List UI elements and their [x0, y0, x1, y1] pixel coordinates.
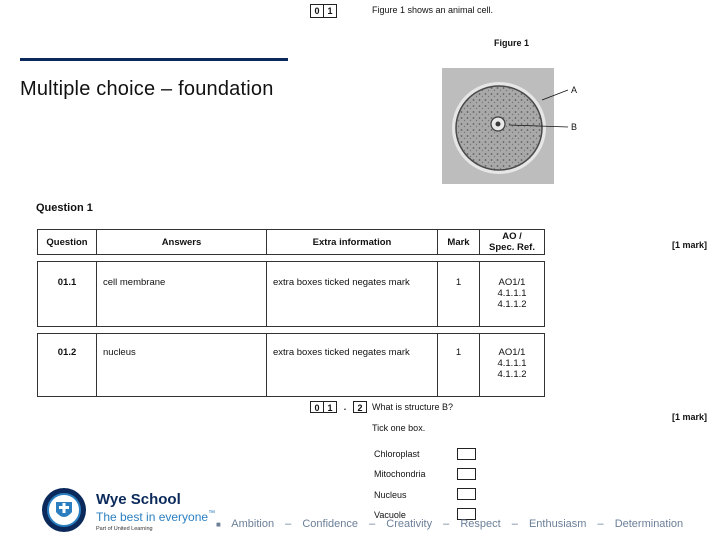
value-item: Ambition	[231, 518, 275, 530]
option-checkbox[interactable]	[457, 468, 476, 480]
value-item: Creativity	[386, 518, 433, 530]
column-header-answers: Answers	[96, 229, 267, 255]
value-item: Respect	[460, 518, 501, 530]
column-header-question: Question	[37, 229, 97, 255]
label-a: A	[571, 85, 578, 95]
row-answer: nucleus	[96, 333, 267, 397]
row-question: 01.1	[37, 261, 97, 327]
option-label: Vacuole	[374, 510, 406, 520]
row-mark: 1	[437, 333, 480, 397]
row-answer: cell membrane	[96, 261, 267, 327]
question-digit: 2	[353, 401, 367, 413]
label-lines	[490, 80, 580, 140]
school-subline: Part of United Learning	[96, 526, 153, 532]
tick-instruction: Tick one box.	[372, 423, 426, 433]
row-mark: 1	[437, 261, 480, 327]
values-separator: –	[443, 518, 450, 530]
values-separator: –	[511, 518, 518, 530]
row-extra: extra boxes ticked negates mark	[266, 261, 438, 327]
tagline-trademark: ™	[208, 510, 216, 517]
column-header-mark: Mark	[437, 229, 480, 255]
question-digit: 1	[324, 401, 337, 413]
ao-code: AO1/1	[498, 347, 526, 358]
spec-ref: 4.1.1.2	[497, 299, 527, 310]
row-ao	[479, 261, 545, 327]
mark-scheme-heading: Question 1	[36, 202, 93, 214]
spec-ref-header-line: Spec. Ref.	[489, 242, 535, 253]
figure-label: Figure 1	[494, 38, 530, 48]
value-item: Determination	[614, 518, 684, 530]
option-label: Mitochondria	[374, 469, 426, 479]
option-checkbox[interactable]	[457, 488, 476, 500]
ao-code: AO1/1	[498, 277, 526, 288]
ao-header-line: AO /	[502, 231, 522, 242]
school-tagline	[96, 510, 215, 524]
spec-ref: 4.1.1.1	[497, 358, 527, 369]
column-header-ao-spec	[479, 229, 545, 255]
row-ao	[479, 333, 545, 397]
values-separator: –	[369, 518, 376, 530]
option-label: Nucleus	[374, 490, 407, 500]
row-extra: extra boxes ticked negates mark	[266, 333, 438, 397]
question-digit: 0	[310, 401, 324, 413]
subquestion-prompt: What is structure B?	[372, 402, 454, 412]
school-values	[216, 518, 691, 530]
tagline-text: The best in everyone	[96, 510, 209, 524]
label-b: B	[571, 122, 578, 132]
slide-title: Multiple choice – foundation	[20, 78, 274, 100]
subquestion-number-box	[310, 401, 367, 413]
figure-prompt: Figure 1 shows an animal cell.	[372, 5, 494, 15]
question-digit: 1	[323, 5, 336, 17]
values-separator: –	[285, 518, 292, 530]
values-bullet: ■	[216, 520, 221, 529]
question-dot: .	[343, 402, 347, 412]
question-digit: 0	[314, 6, 320, 16]
title-rule	[20, 58, 288, 61]
row-question: 01.2	[37, 333, 97, 397]
mark-allocation: [1 mark]	[672, 412, 708, 422]
option-label: Chloroplast	[374, 449, 420, 459]
school-crest-icon	[38, 486, 90, 534]
values-separator: –	[597, 518, 604, 530]
column-header-extra-information: Extra information	[266, 229, 438, 255]
mark-allocation: [1 mark]	[672, 240, 708, 250]
value-item: Confidence	[302, 518, 358, 530]
option-checkbox[interactable]	[457, 448, 476, 460]
spec-ref: 4.1.1.1	[497, 288, 527, 299]
spec-ref: 4.1.1.2	[497, 369, 527, 380]
value-item: Enthusiasm	[528, 518, 587, 530]
question-number-box	[310, 4, 337, 18]
school-name: Wye School	[96, 491, 181, 508]
